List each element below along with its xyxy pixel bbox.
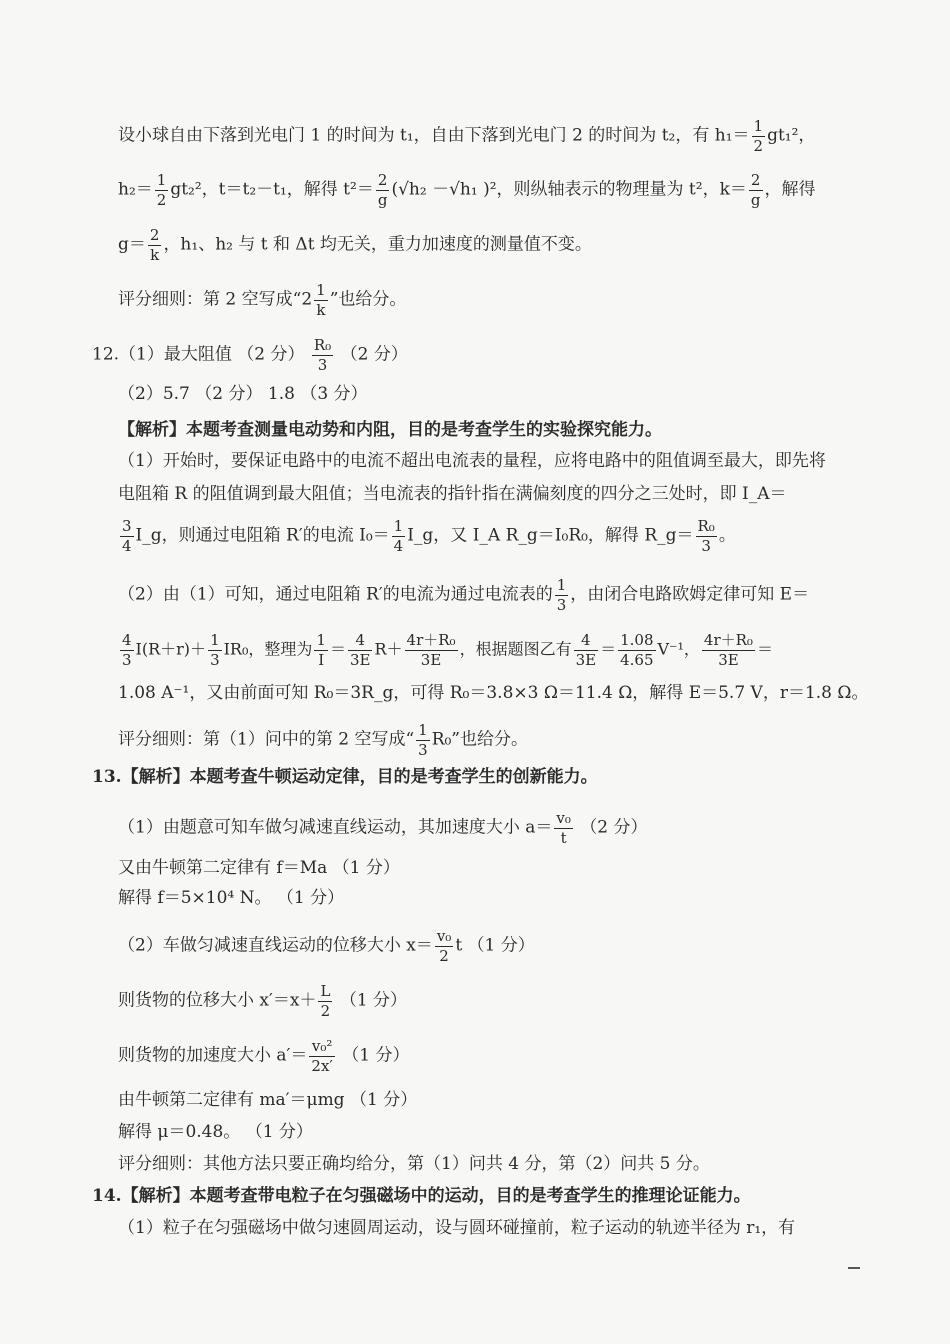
fraction: $\frac{\text{v₀²}}{2x'}$ bbox=[311, 1037, 333, 1075]
q14-line2: （1）粒子在匀强磁场中做匀速圆周运动，设与圆环碰撞前，粒子运动的轨迹半径为 r₁，有 bbox=[118, 1218, 796, 1238]
fraction: $\frac{1}{3}$ bbox=[418, 721, 428, 759]
fraction: $\frac{1}{I}$ bbox=[316, 631, 326, 669]
q12-line6: $\frac{3}{4}$ I_g，则通过电阻箱 R′的电流 I₀＝ $\frac{1}{4}$ I_g，又 I_A R_g＝I₀R₀，解得 R_g＝ $\frac{\text{R₀}}{3}$ 。 bbox=[122, 517, 736, 555]
fraction: $\frac{2}{g}$ bbox=[377, 171, 388, 209]
s11-line3: g＝ $\frac{2}{k}$ ，h₁、h₂ 与 t 和 Δt 均无关，重力加速度的测量值不变。 bbox=[118, 226, 592, 264]
fraction: $\frac{1}{3}$ bbox=[210, 631, 220, 669]
fraction: $\frac{1}{2}$ bbox=[753, 117, 764, 155]
s11-line1: 设小球自由下落到光电门 1 的时间为 t₁，自由下落到光电门 2 的时间为 t₂，有 h₁＝ $\frac{1}{2}$ gt₁²， bbox=[118, 117, 816, 155]
q12-answer-2: （2）5.7 （2 分） 1.8 （3 分） bbox=[118, 384, 368, 404]
fraction: $\frac{\text{4r＋R₀}}{3E}$ bbox=[406, 631, 456, 669]
fraction: $\frac{\text{v₀}}{2}$ bbox=[436, 927, 452, 965]
q12-analysis-heading: 【解析】本题考查测量电动势和内阻，目的是考查学生的实验探究能力。 bbox=[118, 420, 662, 440]
fraction: $\frac{\text{R₀}}{3}$ bbox=[697, 517, 715, 555]
q13-line6: 则货物的位移大小 x′＝x＋ $\frac{L}{2}$ （1 分） bbox=[118, 982, 408, 1020]
fraction: $\frac{4}{3}$ bbox=[122, 631, 132, 669]
q13-line2: （1）由题意可知车做匀减速直线运动，其加速度大小 a＝ $\frac{\text{v₀}}{t}$ （2 分） bbox=[118, 809, 648, 847]
q13-line3: 又由牛顿第二定律有 f＝Ma （1 分） bbox=[118, 858, 400, 878]
q13-line8: 由牛顿第二定律有 ma′＝μmg （1 分） bbox=[118, 1090, 418, 1110]
s11-line2: h₂＝ $\frac{1}{2}$ gt₂²，t＝t₂－t₁，解得 t²＝ $\frac{2}{g}$ (√h₂ －√h₁ )²，则纵轴表示的物理量为 t²，k＝ $\frac{2}{g}$ ，解得 bbox=[118, 171, 816, 209]
q12-scoring-note: 评分细则：第（1）问中的第 2 空写成“ $\frac{1}{3}$ R₀”也给分。 bbox=[118, 721, 528, 759]
q12-line7: （2）由（1）可知，通过电阻箱 R′的电流为通过电流表的 $\frac{1}{3}$ ，由闭合电路欧姆定律可知 E＝ bbox=[118, 576, 810, 614]
q14-analysis-heading: 14.【解析】本题考查带电粒子在匀强磁场中的运动，目的是考查学生的推理论证能力。 bbox=[92, 1186, 751, 1206]
fraction: $\frac{1.08}{4.65}$ bbox=[620, 631, 654, 669]
q12-line5: 电阻箱 R 的阻值调到最大阻值；当电流表的指针指在满偏刻度的四分之三处时，即 I_A＝ bbox=[118, 484, 787, 504]
fraction: $\frac{1}{3}$ bbox=[556, 576, 567, 614]
fraction: $\frac{1}{k}$ bbox=[316, 281, 326, 319]
q12-answer-1: 12.（1）最大阻值 （2 分） $\frac{\text{R₀}}{3}$ （2 分） bbox=[92, 336, 408, 374]
fraction: $\frac{4}{3E}$ bbox=[575, 631, 597, 669]
fraction: $\frac{\text{R₀}}{3}$ bbox=[313, 336, 332, 374]
fraction: $\frac{2}{k}$ bbox=[149, 226, 160, 264]
fraction: $\frac{\text{4r＋R₀}}{3E}$ bbox=[703, 631, 753, 669]
s11-scoring-note: 评分细则：第 2 空写成“2 $\frac{1}{k}$ ”也给分。 bbox=[118, 281, 407, 319]
q13-line5: （2）车做匀减速直线运动的位移大小 x＝ $\frac{\text{v₀}}{2}$ t （1 分） bbox=[118, 927, 535, 965]
q13-line4: 解得 f＝5×10⁴ N。 （1 分） bbox=[118, 888, 345, 908]
fraction: $\frac{1}{4}$ bbox=[393, 517, 404, 555]
q13-line9: 解得 μ＝0.48。 （1 分） bbox=[118, 1122, 313, 1142]
fraction: $\frac{4}{3E}$ bbox=[349, 631, 371, 669]
q12-line4: （1）开始时，要保证电路中的电流不超出电流表的量程，应将电路中的阻值调至最大，即先将 bbox=[118, 451, 826, 471]
q12-line8: $\frac{4}{3}$ I(R＋r)＋ $\frac{1}{3}$ IR₀，整理为 $\frac{1}{I}$ ＝ $\frac{4}{3E}$ R＋ $\frac{\text{4r＋R₀}}{3E}$ ，根据题图乙有 $\frac{4}{3E}$ ＝ $\frac{1.08}{4.65}$ V⁻¹， $\frac{\text{4r＋R₀}}{3E}$ ＝ bbox=[122, 631, 773, 669]
q13-scoring-note: 评分细则：其他方法只要正确均给分，第（1）问共 4 分，第（2）问共 5 分。 bbox=[118, 1154, 710, 1174]
fraction: $\frac{2}{g}$ bbox=[750, 171, 761, 209]
fraction: $\frac{L}{2}$ bbox=[320, 982, 331, 1020]
q13-analysis-heading: 13.【解析】本题考查牛顿运动定律，目的是考查学生的创新能力。 bbox=[92, 767, 598, 787]
fraction: $\frac{1}{2}$ bbox=[156, 171, 167, 209]
q13-line7: 则货物的加速度大小 a′＝ $\frac{\text{v₀²}}{2x'}$ （1 分） bbox=[118, 1037, 410, 1075]
page-marker bbox=[848, 1267, 860, 1269]
fraction: $\frac{3}{4}$ bbox=[122, 517, 132, 555]
fraction: $\frac{\text{v₀}}{t}$ bbox=[556, 809, 571, 847]
q12-line9: 1.08 A⁻¹，又由前面可知 R₀＝3R_g，可得 R₀＝3.8×3 Ω＝11.4 Ω，解得 E＝5.7 V，r＝1.8 Ω。 bbox=[118, 683, 869, 703]
